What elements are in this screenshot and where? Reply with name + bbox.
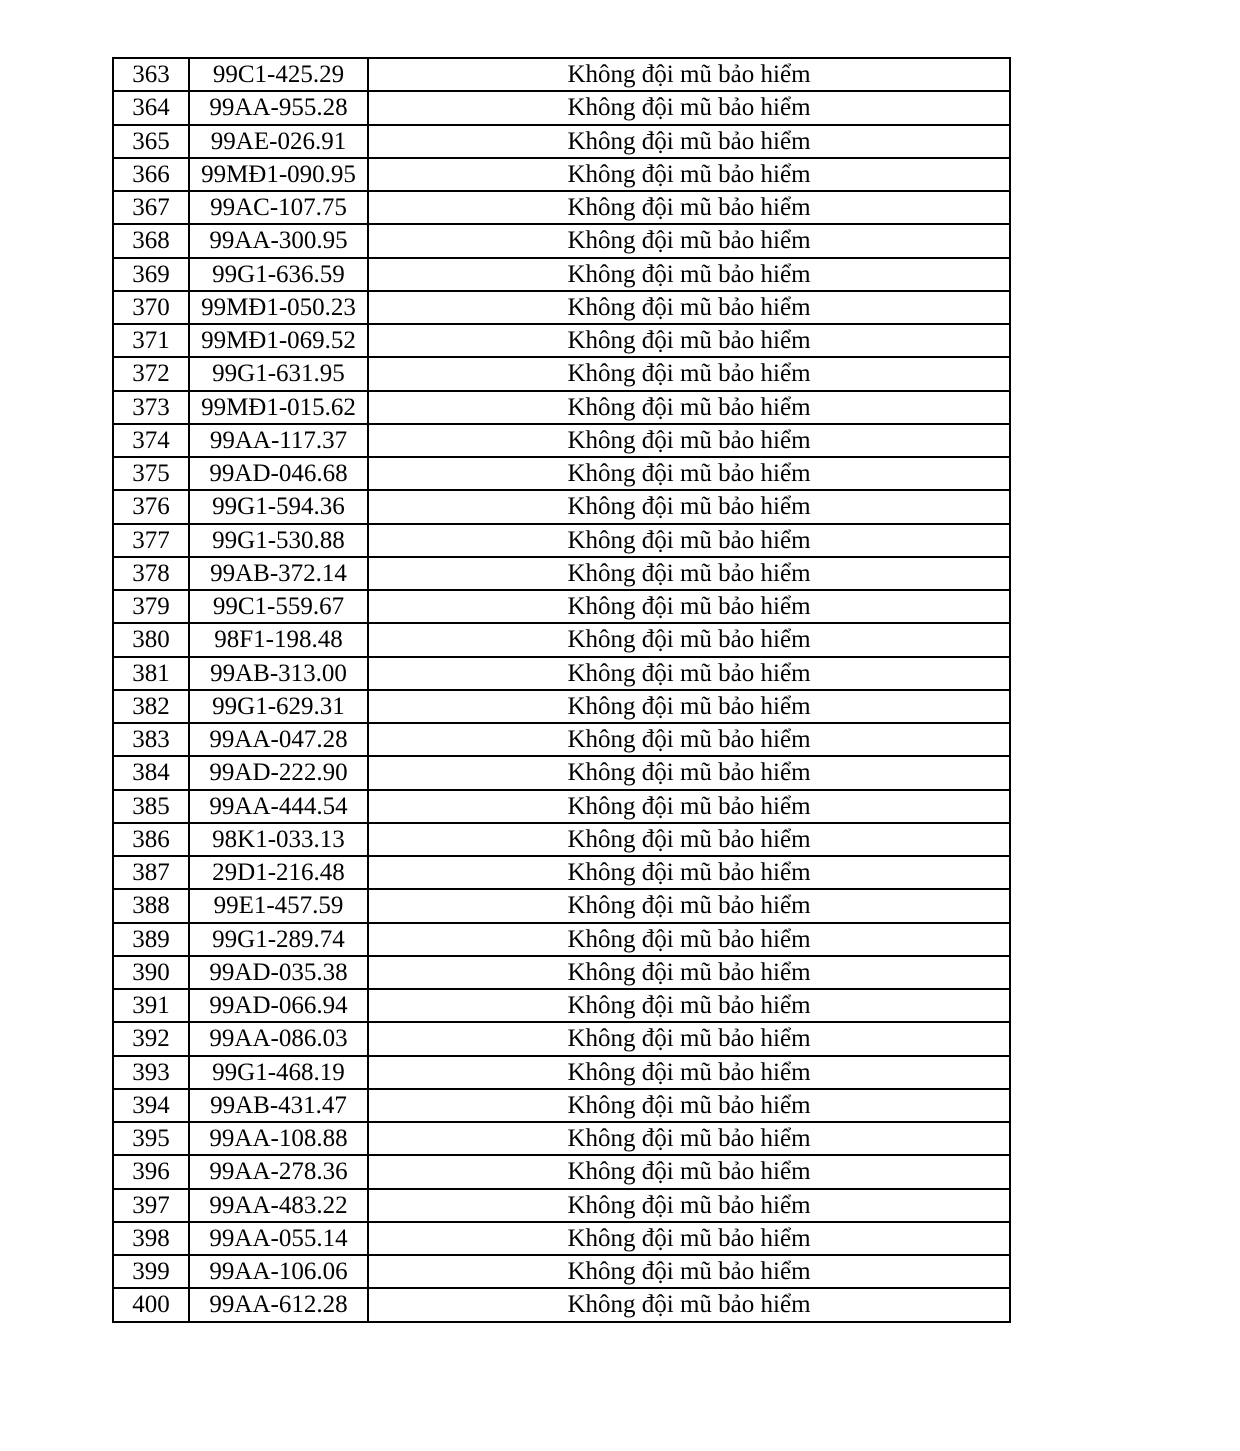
row-number-cell: 378 <box>113 557 189 590</box>
row-number-cell: 400 <box>113 1288 189 1321</box>
violation-cell: Không đội mũ bảo hiểm <box>368 1089 1010 1122</box>
row-number-cell: 363 <box>113 58 189 91</box>
table-row <box>113 58 1010 91</box>
violation-cell: Không đội mũ bảo hiểm <box>368 1056 1010 1089</box>
table-row <box>113 357 1010 390</box>
row-number-cell: 364 <box>113 91 189 124</box>
violation-cell: Không đội mũ bảo hiểm <box>368 1155 1010 1188</box>
violation-cell: Không đội mũ bảo hiểm <box>368 91 1010 124</box>
table-row <box>113 125 1010 158</box>
license-plate-cell: 99AD-035.38 <box>189 956 368 989</box>
row-number-cell: 368 <box>113 224 189 257</box>
license-plate-cell: 99AA-108.88 <box>189 1122 368 1155</box>
violation-cell: Không đội mũ bảo hiểm <box>368 856 1010 889</box>
license-plate-cell: 99AA-483.22 <box>189 1189 368 1222</box>
row-number-cell: 366 <box>113 158 189 191</box>
license-plate-cell: 99AE-026.91 <box>189 125 368 158</box>
violation-cell: Không đội mũ bảo hiểm <box>368 1222 1010 1255</box>
license-plate-cell: 99G1-631.95 <box>189 357 368 390</box>
row-number-cell: 399 <box>113 1255 189 1288</box>
row-number-cell: 392 <box>113 1022 189 1055</box>
license-plate-cell: 99AB-372.14 <box>189 557 368 590</box>
table-row <box>113 557 1010 590</box>
license-plate-cell: 99AD-066.94 <box>189 989 368 1022</box>
row-number-cell: 370 <box>113 291 189 324</box>
violation-cell: Không đội mũ bảo hiểm <box>368 790 1010 823</box>
row-number-cell: 382 <box>113 690 189 723</box>
violation-cell: Không đội mũ bảo hiểm <box>368 690 1010 723</box>
row-number-cell: 383 <box>113 723 189 756</box>
table-row <box>113 1189 1010 1222</box>
violation-cell: Không đội mũ bảo hiểm <box>368 457 1010 490</box>
violation-cell: Không đội mũ bảo hiểm <box>368 524 1010 557</box>
row-number-cell: 376 <box>113 490 189 523</box>
license-plate-cell: 99AB-431.47 <box>189 1089 368 1122</box>
license-plate-cell: 99AD-222.90 <box>189 756 368 789</box>
table-row <box>113 1255 1010 1288</box>
table-row <box>113 690 1010 723</box>
row-number-cell: 393 <box>113 1056 189 1089</box>
license-plate-cell: 99AA-106.06 <box>189 1255 368 1288</box>
violation-cell: Không đội mũ bảo hiểm <box>368 258 1010 291</box>
row-number-cell: 386 <box>113 823 189 856</box>
table-row <box>113 258 1010 291</box>
row-number-cell: 390 <box>113 956 189 989</box>
license-plate-cell: 99C1-559.67 <box>189 590 368 623</box>
license-plate-cell: 98F1-198.48 <box>189 623 368 656</box>
table-row <box>113 1222 1010 1255</box>
row-number-cell: 388 <box>113 889 189 922</box>
row-number-cell: 391 <box>113 989 189 1022</box>
license-plate-cell: 99MĐ1-050.23 <box>189 291 368 324</box>
table-row <box>113 224 1010 257</box>
table-row <box>113 590 1010 623</box>
violations-table <box>112 57 1011 1323</box>
violation-cell: Không đội mũ bảo hiểm <box>368 391 1010 424</box>
violation-cell: Không đội mũ bảo hiểm <box>368 989 1010 1022</box>
license-plate-cell: 99MĐ1-069.52 <box>189 324 368 357</box>
row-number-cell: 372 <box>113 357 189 390</box>
row-number-cell: 380 <box>113 623 189 656</box>
license-plate-cell: 99G1-629.31 <box>189 690 368 723</box>
license-plate-cell: 99AA-117.37 <box>189 424 368 457</box>
row-number-cell: 371 <box>113 324 189 357</box>
violation-cell: Không đội mũ bảo hiểm <box>368 1122 1010 1155</box>
license-plate-cell: 29D1-216.48 <box>189 856 368 889</box>
table-row <box>113 291 1010 324</box>
license-plate-cell: 99G1-468.19 <box>189 1056 368 1089</box>
license-plate-cell: 99AC-107.75 <box>189 191 368 224</box>
row-number-cell: 377 <box>113 524 189 557</box>
table-row <box>113 1122 1010 1155</box>
row-number-cell: 398 <box>113 1222 189 1255</box>
table-row <box>113 856 1010 889</box>
table-row <box>113 1089 1010 1122</box>
table-row <box>113 723 1010 756</box>
table-row <box>113 524 1010 557</box>
table-row <box>113 91 1010 124</box>
violation-cell: Không đội mũ bảo hiểm <box>368 1022 1010 1055</box>
violation-cell: Không đội mũ bảo hiểm <box>368 291 1010 324</box>
table-row <box>113 424 1010 457</box>
license-plate-cell: 99G1-289.74 <box>189 923 368 956</box>
table-row <box>113 756 1010 789</box>
row-number-cell: 397 <box>113 1189 189 1222</box>
violation-cell: Không đội mũ bảo hiểm <box>368 956 1010 989</box>
table-row <box>113 790 1010 823</box>
violation-cell: Không đội mũ bảo hiểm <box>368 1255 1010 1288</box>
table-row <box>113 158 1010 191</box>
license-plate-cell: 98K1-033.13 <box>189 823 368 856</box>
row-number-cell: 387 <box>113 856 189 889</box>
license-plate-cell: 99AA-055.14 <box>189 1222 368 1255</box>
license-plate-cell: 99AD-046.68 <box>189 457 368 490</box>
row-number-cell: 395 <box>113 1122 189 1155</box>
violation-cell: Không đội mũ bảo hiểm <box>368 191 1010 224</box>
violation-cell: Không đội mũ bảo hiểm <box>368 823 1010 856</box>
table-row <box>113 923 1010 956</box>
license-plate-cell: 99AA-955.28 <box>189 91 368 124</box>
table-row <box>113 1022 1010 1055</box>
row-number-cell: 381 <box>113 657 189 690</box>
table-row <box>113 1288 1010 1321</box>
violation-cell: Không đội mũ bảo hiểm <box>368 357 1010 390</box>
license-plate-cell: 99AA-300.95 <box>189 224 368 257</box>
violation-cell: Không đội mũ bảo hiểm <box>368 590 1010 623</box>
table-row <box>113 191 1010 224</box>
table-row <box>113 1056 1010 1089</box>
violation-cell: Không đội mũ bảo hiểm <box>368 224 1010 257</box>
violation-cell: Không đội mũ bảo hiểm <box>368 158 1010 191</box>
license-plate-cell: 99AB-313.00 <box>189 657 368 690</box>
license-plate-cell: 99G1-530.88 <box>189 524 368 557</box>
violation-cell: Không đội mũ bảo hiểm <box>368 557 1010 590</box>
violation-cell: Không đội mũ bảo hiểm <box>368 125 1010 158</box>
table-row <box>113 457 1010 490</box>
row-number-cell: 373 <box>113 391 189 424</box>
violations-table-body <box>113 58 1010 1322</box>
table-row <box>113 657 1010 690</box>
violation-cell: Không đội mũ bảo hiểm <box>368 723 1010 756</box>
table-row <box>113 324 1010 357</box>
violation-cell: Không đội mũ bảo hiểm <box>368 623 1010 656</box>
row-number-cell: 379 <box>113 590 189 623</box>
violation-cell: Không đội mũ bảo hiểm <box>368 657 1010 690</box>
row-number-cell: 385 <box>113 790 189 823</box>
table-row <box>113 391 1010 424</box>
license-plate-cell: 99AA-047.28 <box>189 723 368 756</box>
license-plate-cell: 99AA-086.03 <box>189 1022 368 1055</box>
violation-cell: Không đội mũ bảo hiểm <box>368 889 1010 922</box>
table-row <box>113 1155 1010 1188</box>
table-row <box>113 623 1010 656</box>
violation-cell: Không đội mũ bảo hiểm <box>368 756 1010 789</box>
row-number-cell: 396 <box>113 1155 189 1188</box>
table-row <box>113 956 1010 989</box>
license-plate-cell: 99AA-612.28 <box>189 1288 368 1321</box>
row-number-cell: 367 <box>113 191 189 224</box>
license-plate-cell: 99MĐ1-015.62 <box>189 391 368 424</box>
row-number-cell: 394 <box>113 1089 189 1122</box>
license-plate-cell: 99AA-278.36 <box>189 1155 368 1188</box>
license-plate-cell: 99G1-636.59 <box>189 258 368 291</box>
row-number-cell: 365 <box>113 125 189 158</box>
table-row <box>113 889 1010 922</box>
license-plate-cell: 99MĐ1-090.95 <box>189 158 368 191</box>
row-number-cell: 369 <box>113 258 189 291</box>
violation-cell: Không đội mũ bảo hiểm <box>368 58 1010 91</box>
row-number-cell: 374 <box>113 424 189 457</box>
license-plate-cell: 99AA-444.54 <box>189 790 368 823</box>
row-number-cell: 384 <box>113 756 189 789</box>
violation-cell: Không đội mũ bảo hiểm <box>368 324 1010 357</box>
license-plate-cell: 99C1-425.29 <box>189 58 368 91</box>
violation-cell: Không đội mũ bảo hiểm <box>368 490 1010 523</box>
table-row <box>113 989 1010 1022</box>
row-number-cell: 375 <box>113 457 189 490</box>
violation-cell: Không đội mũ bảo hiểm <box>368 1288 1010 1321</box>
license-plate-cell: 99E1-457.59 <box>189 889 368 922</box>
row-number-cell: 389 <box>113 923 189 956</box>
table-row <box>113 490 1010 523</box>
table-row <box>113 823 1010 856</box>
violation-cell: Không đội mũ bảo hiểm <box>368 424 1010 457</box>
violation-cell: Không đội mũ bảo hiểm <box>368 1189 1010 1222</box>
license-plate-cell: 99G1-594.36 <box>189 490 368 523</box>
violation-cell: Không đội mũ bảo hiểm <box>368 923 1010 956</box>
